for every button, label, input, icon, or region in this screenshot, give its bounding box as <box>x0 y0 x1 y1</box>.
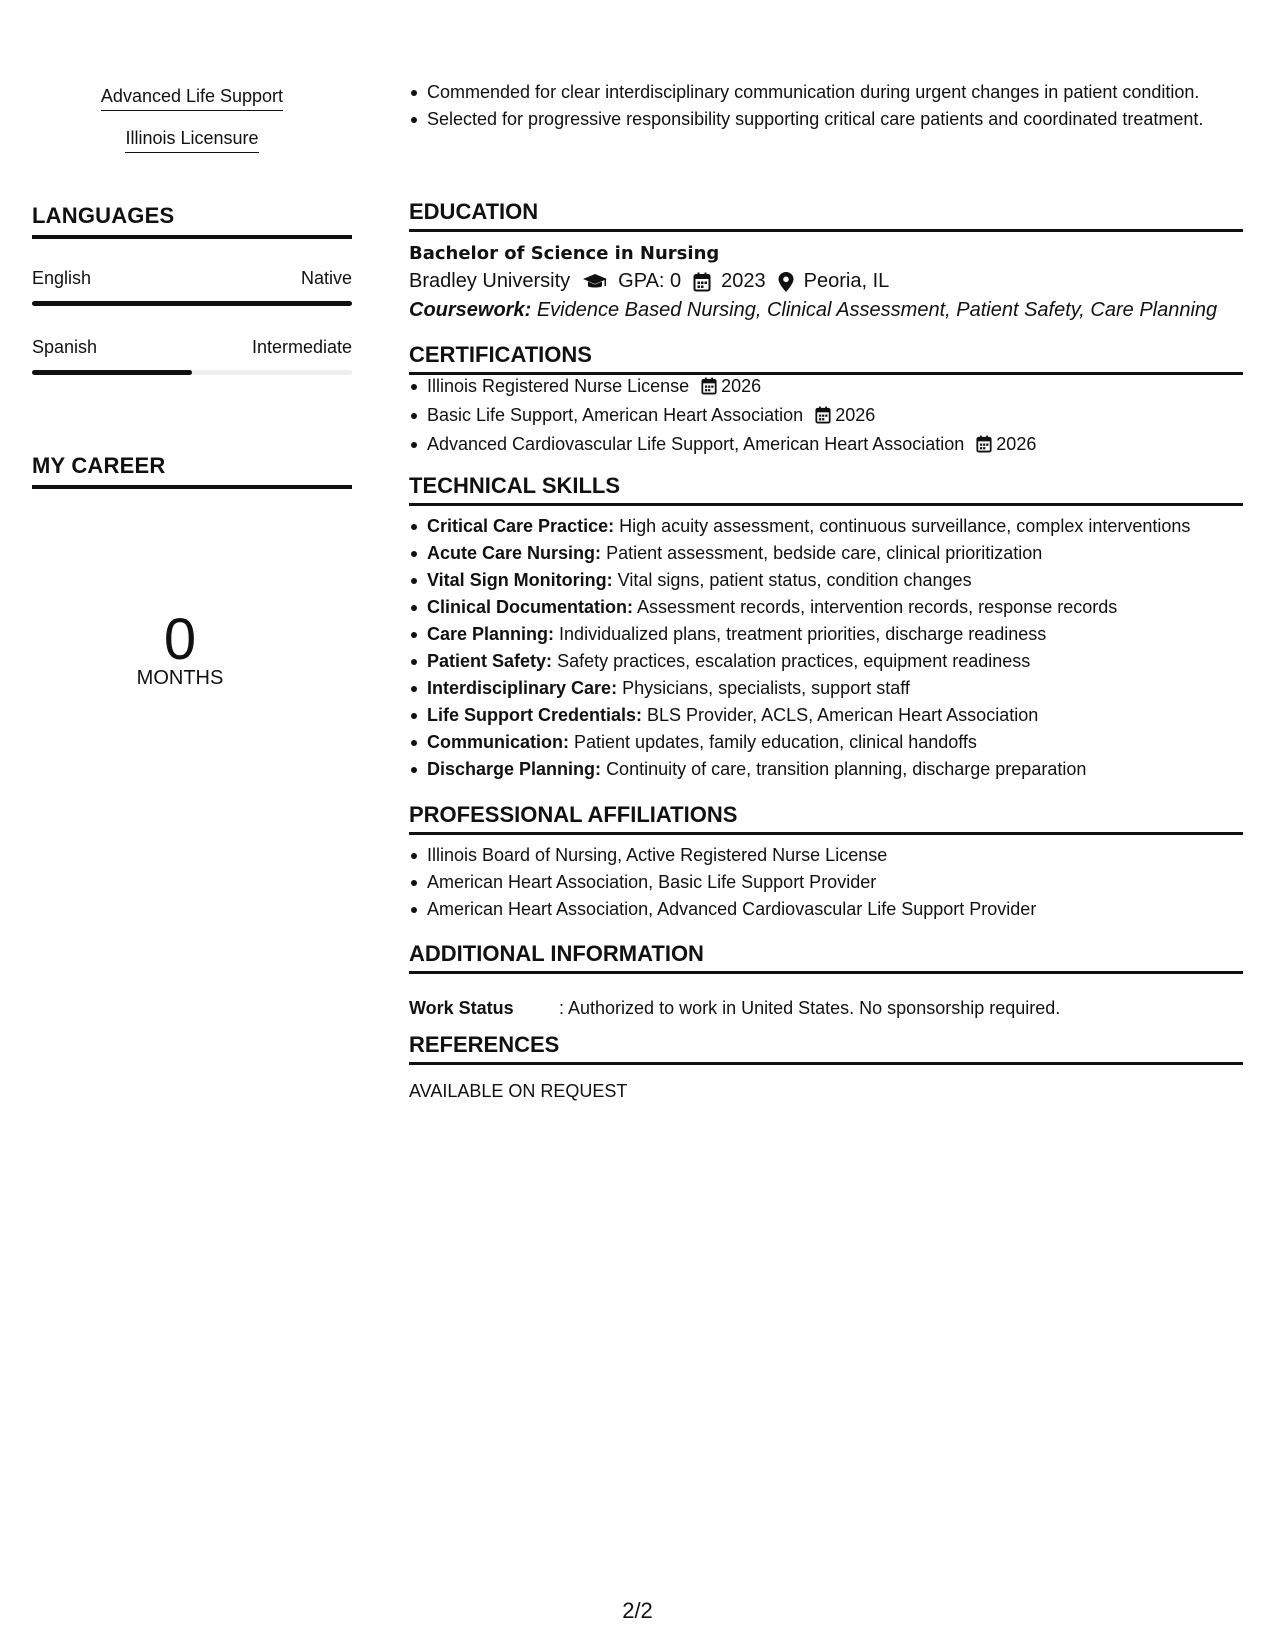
languages-heading: LANGUAGES <box>32 203 352 239</box>
work-status-value: : Authorized to work in United States. No sponsorship required. <box>559 998 1061 1018</box>
list-item <box>409 541 1243 568</box>
skill-label: Vital Sign Monitoring: <box>427 570 613 590</box>
school-name: Bradley University <box>409 270 571 292</box>
skill-text: Vital signs, patient status, condition changes <box>617 570 972 590</box>
certification-year: 2026 <box>996 434 1037 454</box>
skill-text: BLS Provider, ACLS, American Heart Association <box>647 705 1039 725</box>
skill-text: Patient updates, family education, clinical handoffs <box>574 732 977 752</box>
skill-text: Assessment records, intervention records, response records <box>637 597 1118 617</box>
language-english <box>32 268 352 306</box>
skill-text: Physicians, specialists, support staff <box>622 678 910 698</box>
language-bar-fill <box>32 301 352 306</box>
skill-label: Communication: <box>427 732 569 752</box>
skill-label: Critical Care Practice: <box>427 516 615 536</box>
skill-text: Patient assessment, bedside care, clinical prioritization <box>606 543 1043 563</box>
work-status-row <box>409 998 1243 1019</box>
calendar-icon <box>815 406 831 430</box>
technical-skills-list <box>409 514 1243 784</box>
list-item: Selected for progressive responsibility supporting critical care patients and coordinated treatment. <box>409 107 1243 131</box>
experience-bullets <box>409 80 1243 131</box>
list-item: Commended for clear interdisciplinary communication during urgent changes in patient condition. <box>409 80 1243 104</box>
skill-text: High acuity assessment, continuous surveillance, complex interventions <box>619 516 1191 536</box>
graduation-year: 2023 <box>721 270 766 292</box>
list-item <box>409 757 1243 784</box>
language-level: Intermediate <box>251 337 352 357</box>
map-pin-icon <box>778 272 794 292</box>
education-entry <box>409 243 1243 322</box>
references-text: AVAILABLE ON REQUEST <box>409 1081 628 1101</box>
language-level: Native <box>300 268 352 288</box>
references-heading: REFERENCES <box>409 1032 1243 1065</box>
skill-label: Life Support Credentials: <box>427 705 643 725</box>
list-item: Illinois Board of Nursing, Active Registered Nurse License <box>409 843 1243 870</box>
skill-label: Clinical Documentation: <box>427 597 634 617</box>
affiliations-heading: PROFESSIONAL AFFILIATIONS <box>409 802 1243 835</box>
certification-year: 2026 <box>721 376 762 396</box>
career-heading: MY CAREER <box>32 453 352 489</box>
coursework <box>409 299 1243 322</box>
coursework-list: Evidence Based Nursing, Clinical Assessment, Patient Safety, Care Planning <box>536 299 1218 321</box>
education-heading: EDUCATION <box>409 199 1243 232</box>
coursework-label: Coursework: <box>409 299 532 321</box>
list-item: American Heart Association, Basic Life Support Provider <box>409 870 1243 897</box>
certification-name: Basic Life Support, American Heart Association <box>427 405 804 425</box>
list-item <box>409 730 1243 757</box>
list-item <box>409 622 1243 649</box>
certifications-list <box>409 374 1243 459</box>
skill-label: Discharge Planning: <box>427 759 602 779</box>
list-item <box>409 703 1243 730</box>
tag-illinois-licensure: Illinois Licensure <box>125 128 258 153</box>
skill-label: Acute Care Nursing: <box>427 543 602 563</box>
tag-advanced-life-support: Advanced Life Support <box>101 86 283 111</box>
skill-label: Care Planning: <box>427 624 555 644</box>
additional-info-heading: ADDITIONAL INFORMATION <box>409 941 1243 974</box>
certification-year: 2026 <box>835 405 876 425</box>
sidebar-tags <box>32 86 352 170</box>
skill-text: Continuity of care, transition planning, discharge preparation <box>606 759 1087 779</box>
affiliations-list <box>409 843 1243 924</box>
page-number: 2/2 <box>622 1598 653 1623</box>
list-item: American Heart Association, Advanced Cardiovascular Life Support Provider <box>409 897 1243 924</box>
certification-name: Illinois Registered Nurse License <box>427 376 690 396</box>
certifications-heading: CERTIFICATIONS <box>409 342 1243 375</box>
school-location: Peoria, IL <box>803 270 890 292</box>
skill-label: Interdisciplinary Care: <box>427 678 618 698</box>
list-item <box>409 374 1243 401</box>
graduation-cap-icon <box>582 273 608 291</box>
technical-skills-heading: TECHNICAL SKILLS <box>409 473 1243 506</box>
language-bar <box>32 370 352 375</box>
list-item <box>409 432 1243 459</box>
career-months-unit: MONTHS <box>136 667 224 689</box>
gpa: GPA: 0 <box>618 270 682 292</box>
language-name: Spanish <box>32 337 98 357</box>
language-name: English <box>32 268 92 288</box>
degree-title: Bachelor of Science in Nursing <box>409 243 720 264</box>
education-meta <box>409 270 1243 293</box>
list-item <box>409 676 1243 703</box>
list-item <box>409 595 1243 622</box>
calendar-icon <box>976 435 992 459</box>
work-status-label: Work Status <box>409 998 514 1018</box>
list-item <box>409 403 1243 430</box>
calendar-icon <box>693 272 711 292</box>
skill-text: Individualized plans, treatment priorities, discharge readiness <box>559 624 1047 644</box>
skill-text: Safety practices, escalation practices, equipment readiness <box>557 651 1031 671</box>
language-bar <box>32 301 352 306</box>
language-bar-fill <box>32 370 192 375</box>
list-item <box>409 568 1243 595</box>
list-item <box>409 514 1243 541</box>
career-months-value: 0 <box>163 607 197 672</box>
certification-name: Advanced Cardiovascular Life Support, American Heart Association <box>427 434 965 454</box>
calendar-icon <box>701 377 717 401</box>
language-spanish <box>32 337 352 375</box>
list-item <box>409 649 1243 676</box>
skill-label: Patient Safety: <box>427 651 553 671</box>
